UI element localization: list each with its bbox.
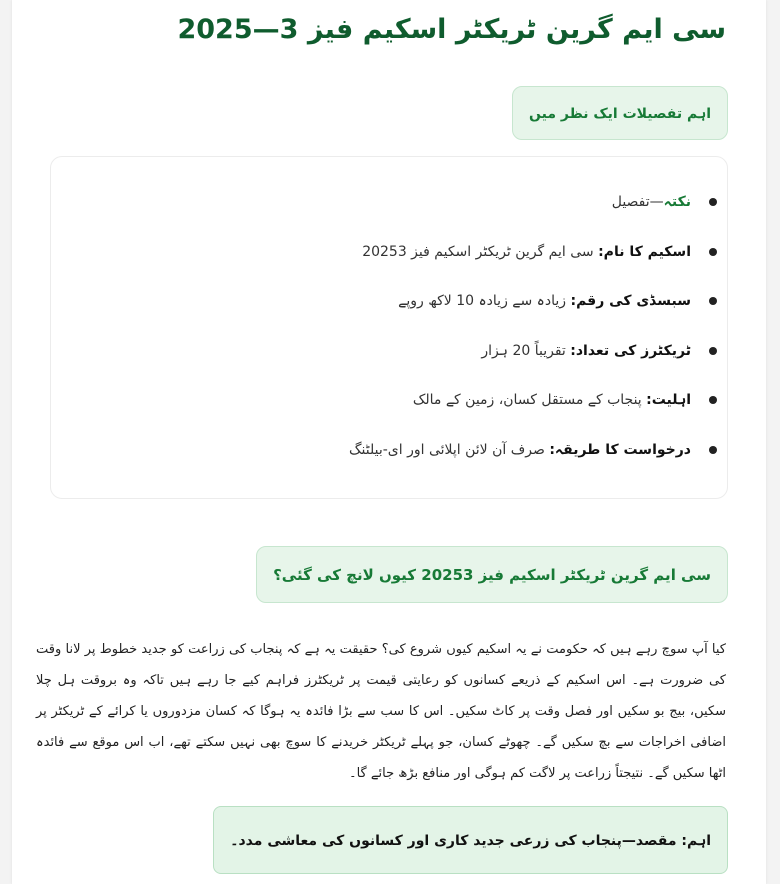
details-label: نکتہ <box>663 194 691 210</box>
details-label: اسکیم کا نام: <box>598 244 691 260</box>
details-item-apply-method <box>349 437 711 463</box>
details-label: سبسڈی کی رقم: <box>570 293 691 309</box>
section-heading: سی ایم گرین ٹریکٹر اسکیم فیز 20253 کیوں لانچ کی گئی؟ <box>256 546 728 603</box>
details-item-subsidy <box>398 288 711 314</box>
details-value: تقریباً 20 ہزار <box>481 343 571 359</box>
details-value: زیادہ سے زیادہ 10 لاکھ روپے <box>398 293 571 309</box>
details-item-header <box>612 189 711 215</box>
article-page <box>12 0 766 884</box>
details-label: ٹریکٹرز کی تعداد: <box>570 343 691 359</box>
details-value: سی ایم گرین ٹریکٹر اسکیم فیز 20253 <box>362 244 599 260</box>
details-value: صرف آن لائن اپلائی اور ای-بیلٹنگ <box>349 442 550 458</box>
important-note: اہم: مقصد—پنجاب کی زرعی جدید کاری اور کسانوں کی معاشی مدد۔ <box>213 806 728 874</box>
details-value: پنجاب کے مستقل کسان، زمین کے مالک <box>412 392 647 408</box>
summary-heading: اہم تفصیلات ایک نظر میں <box>512 86 728 140</box>
details-label: اہلیت: <box>646 392 691 408</box>
details-item-scheme-name <box>362 239 711 265</box>
body-paragraph: کیا آپ سوچ رہے ہیں کہ حکومت نے یہ اسکیم کیوں شروع کی؟ حقیقت یہ ہے کہ پنجاب کی زراعت کو جدید خطوط پر لانا وقت کی ضرورت ہے۔ اس اسکیم کے ذریعے کسانوں کو رعایتی قیمت پر ٹریکٹرز فراہم کیے جا رہے ہیں تاکہ وہ بروقت ہل چلا سکیں، بیج بو سکیں اور فصل وقت پر کاٹ سکیں۔ اس کا سب سے بڑا فائدہ یہ ہوگا کہ کسان مزدوروں یا کرائے کے ٹریکٹر پر اضافی اخراجات سے بچ سکیں گے۔ چھوٹے کسان، جو پہلے ٹریکٹر خریدنے کا سوچ بھی نہیں سکتے تھے، اب اس موقع سے فائدہ اٹھا سکیں گے۔ نتیجتاً زراعت پر لاگت کم ہوگی اور منافع بڑھ جائے گا۔ <box>36 642 726 781</box>
details-label: درخواست کا طریقہ: <box>549 442 691 458</box>
details-value: —تفصیل <box>611 194 664 210</box>
page-title: سی ایم گرین ٹریکٹر اسکیم فیز 3—2025 <box>177 14 726 45</box>
details-item-tractor-count <box>481 338 711 364</box>
details-card <box>50 156 728 499</box>
details-item-eligibility <box>413 387 711 413</box>
